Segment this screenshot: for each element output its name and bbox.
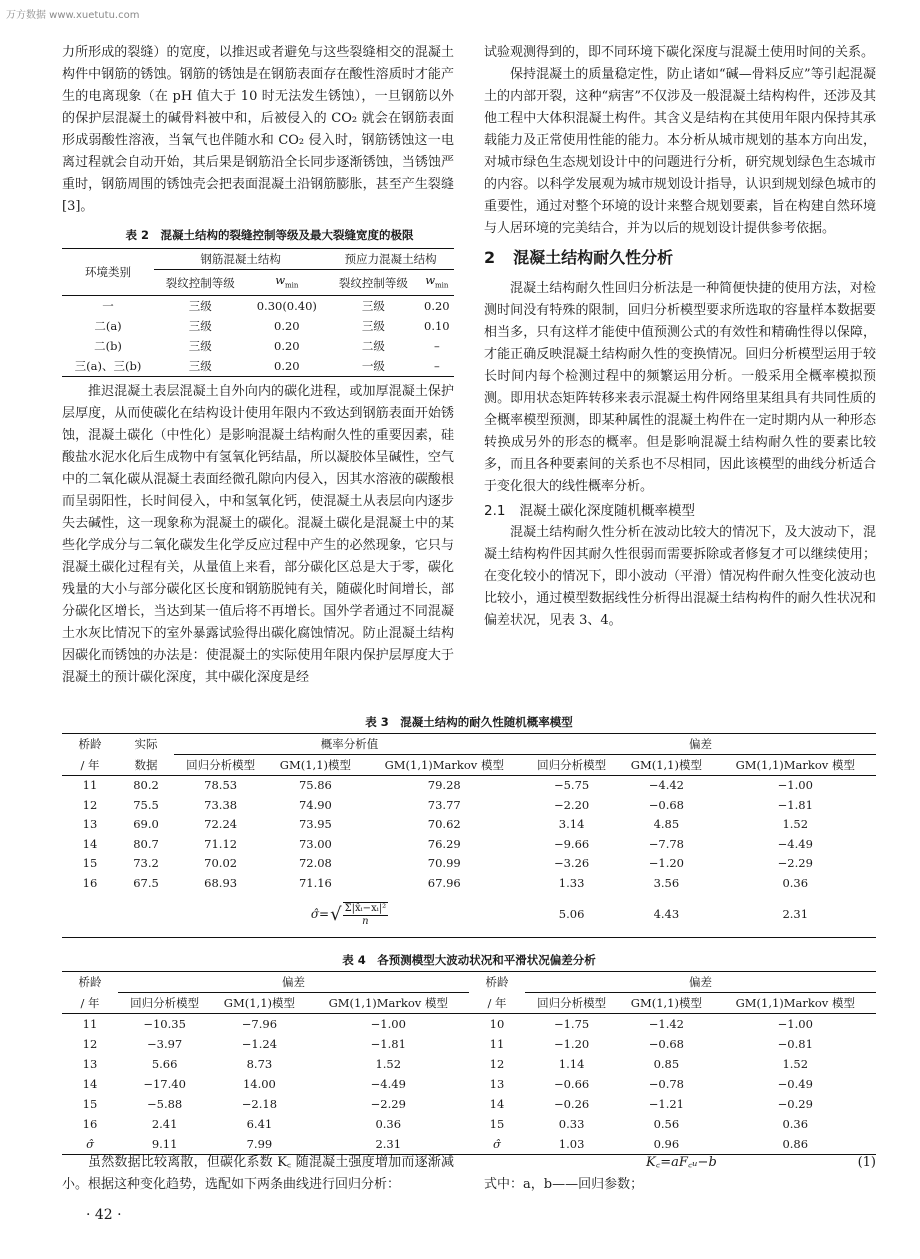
subsection-2-1-heading: 2.1 混凝土碳化深度随机概率模型	[484, 503, 695, 519]
table3-block	[62, 714, 876, 938]
table4-cell: −0.81	[777, 1037, 813, 1051]
table3-row	[62, 796, 876, 816]
table2-cell: –	[433, 339, 440, 354]
t3-h-m3-dev: GM(1,1)Markov 模型	[715, 755, 876, 776]
table4-cell: −17.40	[143, 1077, 186, 1091]
table2-cell: 0.20	[424, 299, 450, 314]
table3-row	[62, 874, 876, 894]
table3-cell: 1.33	[558, 875, 585, 890]
table4-cell: 11	[82, 1017, 98, 1031]
table4-row	[62, 1074, 876, 1094]
t4-h-m3-left: GM(1,1)Markov 模型	[308, 993, 469, 1014]
table4	[62, 971, 876, 1155]
t3-h-actual2: 数据	[118, 755, 174, 776]
table4-cell: −3.97	[147, 1037, 183, 1051]
t4-h-m1-left: 回归分析模型	[118, 993, 211, 1014]
table3-cell: 15	[82, 856, 98, 870]
table3-cell: 16	[82, 875, 98, 890]
table4-cell: −2.29	[370, 1097, 406, 1111]
table4-cell: 14	[489, 1097, 505, 1111]
t3-sigma-m1: 5.06	[558, 907, 585, 922]
t4-h-age-left: 桥龄	[78, 975, 102, 990]
table4-cell: 14	[82, 1077, 98, 1091]
t2-header-env: 环境类别	[62, 249, 154, 296]
table3-cell: 69.0	[133, 817, 159, 831]
table4-cell: 2.41	[151, 1117, 178, 1131]
t3-h-dev: 偏差	[525, 734, 876, 755]
t2-header-pc: 预应力混凝土结构	[327, 249, 454, 270]
table3-cell: 14	[82, 836, 98, 851]
table4-cell: 1.14	[558, 1057, 585, 1071]
t4-h-m2-right: GM(1,1)模型	[618, 993, 714, 1014]
table4-cell: 6.41	[246, 1117, 273, 1131]
table2-cell: 三级	[188, 339, 212, 354]
table3-cell: −4.42	[648, 778, 684, 792]
table4-cell: −4.49	[370, 1077, 406, 1091]
table3-cell: 70.99	[427, 856, 461, 870]
table4-cell: −10.35	[143, 1017, 186, 1031]
table4-row	[62, 1094, 876, 1114]
table4-cell: 0.56	[653, 1117, 680, 1131]
formula-1-number: (1)	[857, 1155, 876, 1170]
table4-row	[62, 1014, 876, 1035]
table2-cell: 0.20	[274, 339, 300, 354]
left-paragraph-2: 推迟混凝土表层混凝土自外向内的碳化进程，或加厚混凝土保护层厚度，从而使碳化在结构设计使用年限内不致达到钢筋表面开始锈蚀，混凝土碳化（中性化）是影响混凝土结构耐久性的重要因素，硅酸盐水泥水化后生成物中有氢氧化钙结晶，所以凝胶体呈碱性，空气中的二氧化碳从混凝土表面经微孔隙向内侵入，因其水溶液的碳酸根而呈弱阳性，长时间侵入，中和氢氧化钙，使混凝土从表层向内逐步失去碱性，这一现象称为混凝土的碳化。混凝土碳化是混凝土中的某些化学成分与二氧化碳发生化学反应过程中产生的必然现象，它只与混凝土碳化过程有关，从量值上来看，部分碳化区总是大于零，碳化残量的大小与部分碳化区长度和钢筋脱钝有关，随碳化时间增长，部分碳化区增长，当达到某一值后将不再增长。国外学者通过不同混凝土水灰比情况下的室外暴露试验得出碳化腐蚀情况。防止混凝土结构因碳化而锈蚀的办法是：使混凝土的实际使用年限内保护层厚度大于混凝土的预计碳化深度，其中碳化深度是经	[62, 384, 454, 686]
table2-row	[62, 316, 454, 336]
table4-cell: −2.18	[241, 1097, 278, 1111]
table3-cell: 68.93	[204, 875, 238, 890]
t3-h-m2: GM(1,1)模型	[267, 755, 363, 776]
table3-cell: 72.08	[298, 856, 332, 870]
table2-cell: 0.30(0.40)	[256, 299, 317, 314]
table3-cell: −4.49	[777, 836, 813, 851]
table3-cell: 72.24	[204, 817, 238, 831]
table3-cell: 0.36	[782, 875, 809, 890]
table4-block	[62, 952, 876, 1155]
table3-cell: 67.5	[133, 875, 159, 890]
table3-cell: −9.66	[553, 836, 590, 851]
table3-cell: 73.38	[204, 797, 238, 812]
t3-sigma-formula: σ̂= √ $\frac{\text{Σ|x̂ᵢ−xᵢ|²}}{n}$	[310, 903, 387, 927]
t4-sigma-left-m3: 2.31	[375, 1137, 402, 1151]
table3-row	[62, 776, 876, 796]
table2-cell: 二(a)	[94, 319, 122, 334]
table3-cell: −1.20	[648, 856, 684, 870]
table2-cell: 0.10	[424, 319, 450, 334]
table4-cell: 0.36	[782, 1117, 809, 1131]
table3-cell: −2.20	[553, 797, 590, 812]
t4-sigma-label-left: σ̂	[86, 1137, 94, 1151]
table2-cell: 三级	[361, 319, 385, 334]
table4-cell: 1.52	[782, 1057, 809, 1071]
t4-h-dev-right: 偏差	[525, 972, 876, 993]
table4-cell: −1.21	[648, 1097, 684, 1111]
table4-cell: 1.52	[375, 1057, 402, 1071]
table4-cell: −1.24	[241, 1037, 278, 1051]
formula-1-expression: K꜀=aF꜀ᵤ−b	[646, 1155, 717, 1170]
table2-cell: 一	[102, 299, 114, 314]
table4-cell: −0.29	[777, 1097, 813, 1111]
right-paragraph-1: 试验观测得到的，即不同环境下碳化深度与混凝土使用时间的关系。	[484, 45, 875, 60]
table4-cell: −5.88	[147, 1097, 183, 1111]
table3-cell: 11	[82, 778, 98, 792]
table4-cell: −0.66	[553, 1077, 590, 1091]
table3-cell: −0.68	[648, 797, 684, 812]
table4-cell: 13	[82, 1057, 98, 1071]
table3-cell: −2.29	[777, 856, 813, 870]
table4-cell: 10	[489, 1017, 505, 1031]
table2-cell: 二级	[361, 339, 385, 354]
table4-cell: −1.20	[553, 1037, 590, 1051]
table3-row	[62, 815, 876, 835]
t3-sigma-row	[62, 893, 876, 938]
t3-h-m3: GM(1,1)Markov 模型	[364, 755, 525, 776]
t2-header-rc: 钢筋混凝土结构	[154, 249, 327, 270]
t4-h-age2-right: / 年	[469, 993, 525, 1014]
table3-cell: 73.2	[133, 856, 159, 870]
bottom-left-paragraph: 虽然数据比较离散，但碳化系数 K꜀ 随混凝土强度增加而逐渐减小。根据这种变化趋势，选配如下两条曲线进行回归分析：	[62, 1155, 454, 1192]
t4-h-m3-right: GM(1,1)Markov 模型	[715, 993, 876, 1014]
table4-cell: −1.75	[553, 1017, 590, 1031]
table3-cell: 75.5	[133, 797, 159, 812]
table4-cell: 16	[82, 1117, 98, 1131]
table2	[62, 248, 454, 377]
t3-sigma-m2: 4.43	[653, 907, 680, 922]
table3-cell: 71.16	[298, 875, 332, 890]
table2-cell: 三级	[361, 299, 385, 314]
table2-cell: 三级	[188, 299, 212, 314]
watermark: 万方数据 www.xuetutu.com	[6, 10, 140, 21]
page-number: · 42 ·	[86, 1207, 122, 1223]
table4-cell: −1.81	[370, 1037, 406, 1051]
section-2-heading: 2 混凝土结构耐久性分析	[484, 248, 674, 267]
table3-cell: −1.81	[777, 797, 813, 812]
table2-row	[62, 336, 454, 356]
table3-cell: −1.00	[777, 778, 813, 792]
t4-sigma-right-m1: 1.03	[558, 1137, 585, 1151]
bottom-left-text	[62, 1152, 454, 1196]
table3-cell: 80.2	[133, 778, 159, 792]
t4-h-age2-left: / 年	[62, 993, 118, 1014]
table3-cell: 3.56	[653, 875, 680, 890]
table3-caption: 表 3 混凝土结构的耐久性随机概率模型	[365, 715, 573, 729]
table4-cell: −0.26	[553, 1097, 590, 1111]
t4-h-m2-left: GM(1,1)模型	[211, 993, 307, 1014]
t2-header-grade-rc: 裂纹控制等级	[154, 270, 246, 296]
table4-cell: 13	[489, 1077, 505, 1091]
t3-h-age2: / 年	[62, 755, 118, 776]
t2-header-wmin-pc: $w_{min}$	[420, 270, 454, 296]
table3-cell: 78.53	[204, 778, 238, 792]
table3-cell: 76.29	[427, 836, 461, 851]
table4-caption: 表 4 各预测模型大波动状况和平滑状况偏差分析	[342, 953, 596, 967]
table2-cell: 二(b)	[94, 339, 122, 354]
right-column	[484, 42, 876, 632]
table3-cell: 80.7	[133, 836, 159, 851]
table3-cell: 3.14	[558, 817, 585, 831]
t3-h-m1: 回归分析模型	[174, 755, 267, 776]
table3-cell: 74.90	[298, 797, 332, 812]
t3-h-m1-dev: 回归分析模型	[525, 755, 618, 776]
t2-header-wmin-rc: $w_{min}$	[246, 270, 327, 296]
table4-cell: 12	[82, 1037, 98, 1051]
table4-cell: −1.00	[777, 1017, 813, 1031]
t4-h-m1-right: 回归分析模型	[525, 993, 618, 1014]
t4-h-dev-left: 偏差	[118, 972, 469, 993]
t4-sigma-label-right: σ̂	[493, 1137, 501, 1151]
table3-cell: 73.95	[298, 817, 332, 831]
table4-row	[62, 1114, 876, 1134]
table3-cell: 70.62	[427, 817, 461, 831]
table3-cell: −5.75	[553, 778, 590, 792]
table2-row	[62, 356, 454, 377]
right-paragraph-3: 混凝土结构耐久性回归分析法是一种简便快捷的使用方法，对检测时间没有特殊的限制，回归分析模型要求所选取的容量样本数据要相当多，只有这样才能使中值预测公式的有效性和精确性得以保障，才能正确反映混凝土结构耐久性的变换情况。回归分析模型运用于较长时间内每个检测过程中的频繁运用分析。一般采用全概率模拟预测。即用状态矩阵转移来表示混凝土构件网络里某组具有共同性质的全概率模型预测，即某种属性的混凝土构件在一定时期内从一种形态转换成另外的形态的概率。但是影响混凝土结构耐久性的要素比较多，而且各种要素间的关系也不尽相同，因此该模型的曲线分析适合于变化很大的线性概率分析。	[484, 281, 876, 494]
table3-cell: 79.28	[427, 778, 461, 792]
table3	[62, 733, 876, 938]
table3-cell: 70.02	[204, 856, 238, 870]
table4-cell: −0.49	[777, 1077, 813, 1091]
t4-sigma-right-m3: 0.86	[782, 1137, 809, 1151]
table4-cell: 15	[82, 1097, 98, 1111]
t3-h-age: 桥龄	[78, 737, 102, 752]
t3-h-m2-dev: GM(1,1)模型	[618, 755, 714, 776]
t3-h-prob: 概率分析值	[174, 734, 525, 755]
right-paragraph-4: 混凝土结构耐久性分析在波动比较大的情况下，及大波动下，混凝土结构构件因其耐久性很弱而需要拆除或者修复才可以继续使用；在变化较小的情况下，即小波动（平滑）情况构件耐久性变化波动也比较小，通过模型数据线性分析得出混凝土结构构件的耐久性状况和偏差状况，见表 3、4。	[484, 525, 876, 628]
table4-cell: −7.96	[241, 1017, 278, 1031]
table3-cell: 13	[82, 817, 98, 831]
table3-cell: −7.78	[648, 836, 684, 851]
table2-row	[62, 296, 454, 317]
table4-cell: 5.66	[151, 1057, 178, 1071]
table4-cell: 12	[489, 1057, 505, 1071]
table3-row	[62, 835, 876, 855]
table4-cell: 14.00	[242, 1077, 276, 1091]
table3-cell: 73.00	[298, 836, 332, 851]
table2-cell: 三(a)、三(b)	[74, 359, 142, 374]
table2-cell: –	[433, 359, 440, 374]
table4-cell: 0.85	[653, 1057, 680, 1071]
formula-where: 式中：a，b——回归参数；	[484, 1177, 644, 1192]
table3-cell: −3.26	[553, 856, 590, 870]
table2-caption: 表 2 混凝土结构的裂缝控制等级及最大裂缝宽度的极限	[125, 228, 414, 242]
right-paragraph-2: 保持混凝土的质量稳定性，防止诸如“碱—骨料反应”等引起混凝土的内部开裂，这种“病害”不仅涉及一般混凝土结构构件，还涉及其他工程中大体积混凝土构件。其含义是结构在其使用年限内保持其承载能力及正常使用性能的能力。本分析从城市规划的基本方向出发，对城市绿色生态规划设计中的问题进行分析，研究规划绿色生态城市的内容。以科学发展观为城市规划设计指导，认识到规划绿色城市的重要性，通过对整个环境的设计来整合规划要素，旨在构建自然环境与人居环境的完美结合，并为以后的规划设计提供参考依据。	[484, 67, 876, 236]
table4-cell: −0.68	[648, 1037, 684, 1051]
table4-cell: −0.78	[648, 1077, 684, 1091]
t3-sigma-m3: 2.31	[782, 907, 809, 922]
table4-cell: 11	[489, 1037, 505, 1051]
table4-cell: −1.00	[370, 1017, 406, 1031]
t4-h-age-right: 桥龄	[485, 975, 509, 990]
table4-cell: 0.33	[558, 1117, 585, 1131]
table3-row	[62, 854, 876, 874]
table3-cell: 12	[82, 797, 98, 812]
t4-sigma-right-m2: 0.96	[653, 1137, 680, 1151]
table3-cell: 75.86	[298, 778, 332, 792]
t4-sigma-left-m1: 9.11	[151, 1137, 178, 1151]
table4-cell: 15	[489, 1117, 505, 1131]
table4-cell: −1.42	[648, 1017, 684, 1031]
table4-cell: 8.73	[246, 1057, 273, 1071]
table3-cell: 71.12	[204, 836, 238, 851]
left-paragraph-1: 力所形成的裂缝）的宽度，以推迟或者避免与这些裂缝相交的混凝土构件中钢筋的锈蚀。钢筋的锈蚀是在钢筋表面存在酸性溶质时才能产生的电离现象（在 pH 值大于 10 时无法发生锈蚀），一旦钢筋以外的保护层混凝土的碱骨料被中和，后被侵入的 CO₂ 就会在钢筋表面形成弱酸性溶液，当氧气也伴随水和 CO₂ 侵入时，钢筋锈蚀这一电离过程就会自动开始，其后果是钢筋沿全长同步逐渐锈蚀，当锈蚀严重时，钢筋周围的锈蚀壳会把表面混凝土沿钢筋膨胀，甚至产生裂缝[3]。	[62, 45, 454, 214]
table3-cell: 4.85	[653, 817, 680, 831]
left-column	[62, 42, 454, 689]
table2-cell: 0.20	[274, 359, 300, 374]
table4-cell: 0.36	[375, 1117, 402, 1131]
table2-cell: 0.20	[274, 319, 300, 334]
table4-row	[62, 1034, 876, 1054]
table3-cell: 73.77	[427, 797, 461, 812]
t2-header-grade-pc: 裂纹控制等级	[327, 270, 419, 296]
table3-cell: 67.96	[427, 875, 461, 890]
table3-cell: 1.52	[782, 817, 809, 831]
table2-cell: 三级	[188, 359, 212, 374]
table4-row	[62, 1054, 876, 1074]
t4-sigma-left-m2: 7.99	[246, 1137, 273, 1151]
table2-cell: 三级	[188, 319, 212, 334]
table2-cell: 一级	[361, 359, 385, 374]
t3-h-actual: 实际	[134, 737, 158, 752]
